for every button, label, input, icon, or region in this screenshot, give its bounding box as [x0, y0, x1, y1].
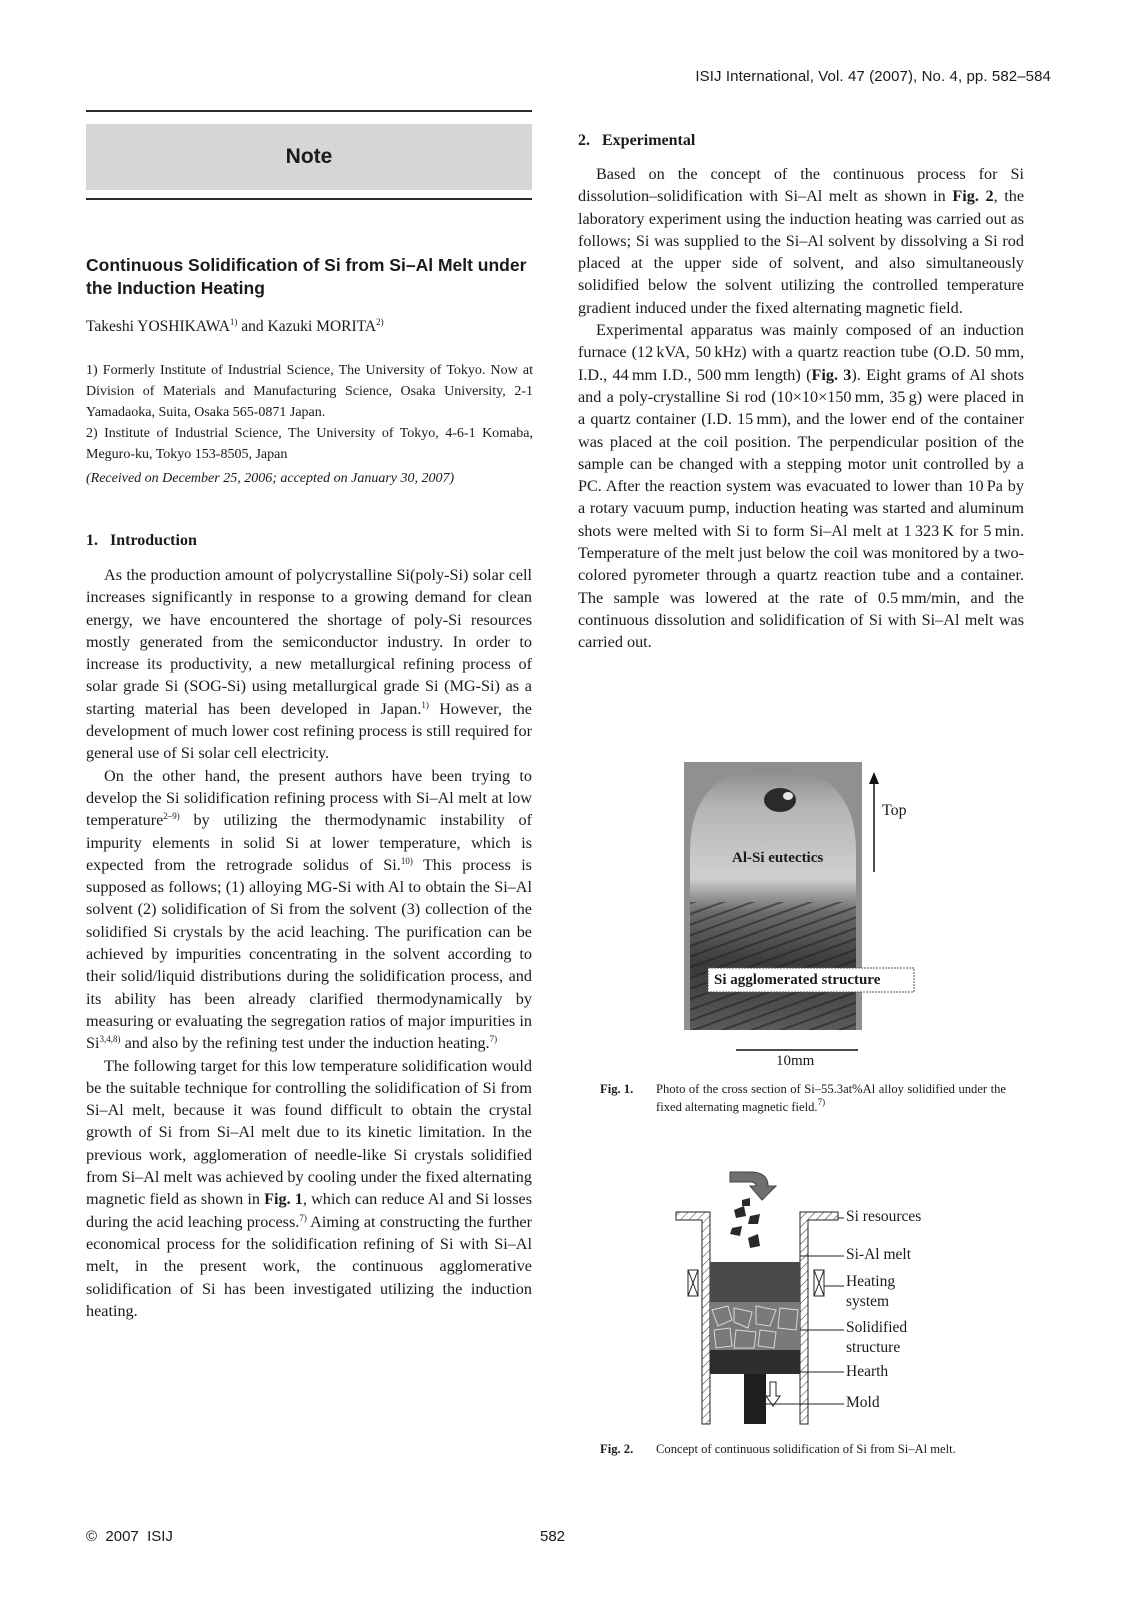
- intro-paragraph-3: The following target for this low temperature solidification would be the suitable technique for controlling the solidification of Si from Si–Al melt, because it was found difficult to obtain the crystal growth of Si from Si–Al melt due to its kinetic limitation. In the previous work, agglomeration of needle-like Si crystals solidified from Si–Al melt was achieved by cooling under the fixed alternating magnetic field as shown in Fig. 1, which can reduce Al and Si losses during the acid leaching process.$^{7)}$ Aiming at constructing the further economical process for the solidification refining of Si with Si–Al melt, in the present work, the continuous agglomerative solidification of Si has been investigated utilizing the induction heating.: [86, 1056, 533, 1320]
- label-hearth: Hearth: [846, 1363, 889, 1380]
- author-1: Takeshi YOSHIKAWA: [86, 318, 230, 335]
- fig-1-reference[interactable]: Fig. 1: [264, 1190, 303, 1209]
- page-number: 582: [540, 1528, 566, 1545]
- agglomerated-label: Si agglomerated structure: [714, 972, 881, 988]
- intro-paragraph-1: As the production amount of polycrystalline Si(poly-Si) solar cell increases significantly in response to a growing demand for clean energy, we have encountered the shortage of poly-Si resources mostly generated from the semiconductor industry. In order to increase its productivity, a new metallurgical refining process of solar grade Si (SOG-Si) using metallurgical grade Si (MG-Si) as a starting material has been developed in Japan.$^{1)}$ However, the development of much lower cost refining process is still required for general use of Si solar cell electricity.: [86, 566, 532, 763]
- intro-paragraph-2: On the other hand, the present authors have been trying to develop the Si solidification refining process with Si–Al melt at low temperature$^{2-9)}$ by utilizing the thermodynamic instability of impurity elements in solid Si at lower temperature, which is expected from the retrograde solidus of Si.$^{10)}$ This process is supposed as follows; (1) alloying MG-Si with Al to obtain the Si–Al solvent (2) solidification of Si from the solvent (3) collection of the solidified Si crystals by the acid leaching. The purification can be achieved by impurities concentrating in the solvent according to their solid/liquid distributions during the solidification process, and its ability has been already clarified thermodynamically by measuring or evaluating the segregation ratios of major impurities in Si$^{3,4,8)}$ and also by the refining test under the induction heating.$^{7)}$: [86, 766, 532, 1053]
- figure-2-schematic: [672, 1160, 972, 1430]
- authors-conjunction: and: [237, 318, 268, 335]
- experimental-paragraph-2: Experimental apparatus was mainly composed of an induction furnace (12 kVA, 50 kHz) with a quartz reaction tube (O.D. 50 mm, I.D., 44 mm I.D., 500 mm length) (Fig. 3). Eight grams of Al shots and a poly-crystalline Si rod (10×10×150 mm, 35 g) were placed in a quartz container (I.D. 15 mm), and the lower end of the container was placed at the coil position. The perpendicular position of the sample can be changed with a stepping motor unit controlled by a PC. After the reaction system was evacuated to lower than 10 Pa by a rotary vacuum pump, induction heating was started and aluminum shots were melted with Si to form Si–Al melt at 1 323 K for 5 min. Temperature of the melt just below the coil was monitored by a two-colored pyrometer through a quartz reaction tube and a container. The sample was lowered at the rate of 0.5 mm/min, and the continuous dissolution and solidification of Si with Si–Al melt was carried out.: [578, 321, 1025, 652]
- label-si-al-melt: Si-Al melt: [846, 1246, 912, 1263]
- top-arrow-label: Top: [882, 802, 907, 819]
- scale-bar-label: 10mm: [776, 1053, 815, 1069]
- figure-1-caption-text: Photo of the cross section of Si–55.3at%Al alloy solidified under the fixed alternating magnetic field.: [656, 1082, 1006, 1114]
- figure-1-caption-label: Fig. 1.: [600, 1082, 634, 1096]
- affiliations: [86, 360, 533, 465]
- eutectic-label: Al-Si eutectics: [732, 850, 824, 866]
- figure-1-caption: Fig. 1. Photo of the cross section of Si–55.3at%Al alloy solidified under the fixed alternating magnetic field.$^{7)}$: [600, 1082, 1006, 1114]
- fig-2-reference[interactable]: Fig. 2: [952, 187, 994, 206]
- article-title: Continuous Solidification of Si from Si–Al Melt under the Induction Heating: [86, 255, 527, 298]
- label-mold: Mold: [846, 1394, 880, 1411]
- copyright: © 2007 ISIJ: [86, 1528, 173, 1545]
- fig-3-reference[interactable]: Fig. 3: [811, 365, 852, 384]
- note-rule: [86, 198, 532, 200]
- experimental-body: [578, 163, 1024, 654]
- figure-2-caption-text: Concept of continuous solidification of Si from Si–Al melt.: [656, 1442, 956, 1456]
- figure-1: [684, 762, 944, 1074]
- authors: [86, 318, 384, 336]
- affiliation-2: 2) Institute of Industrial Science, The University of Tokyo, 4-6-1 Komaba, Meguro-ku, Tokyo 153-8505, Japan: [86, 426, 533, 462]
- intro-body: [86, 564, 532, 1322]
- author-1-affil-ref: 1): [229, 317, 238, 327]
- author-2-affil-ref: 2): [376, 317, 384, 327]
- received-line: (Received on December 25, 2006; accepted on January 30, 2007): [86, 471, 455, 486]
- top-rule: [86, 110, 532, 112]
- experimental-paragraph-1: Based on the concept of the continuous process for Si dissolution–solidification with Si–Al melt as shown in Fig. 2, the laboratory experiment using the induction heating was carried out as follows; Si was supplied to the Si–Al solvent by dissolving a Si rod placed at the upper side of solvent, and also simultaneously solidified below the solvent utilizing the controlled temperature gradient induced under the fixed alternating magnetic field.: [578, 165, 1025, 317]
- note-banner: Note: [86, 124, 532, 190]
- label-solidified-structure: Solidified structure: [846, 1319, 908, 1356]
- figure-2-caption-label: Fig. 2.: [600, 1442, 634, 1456]
- figure-2-caption: [600, 1440, 1010, 1480]
- label-heating-system: Heating system: [846, 1273, 896, 1310]
- affiliation-1: 1) Formerly Institute of Industrial Science, The University of Tokyo. Now at Division of Materials and Manufacturing Science, Osaka University, 2-1 Yamadaoka, Suita, Osaka 565-0871 Japan.: [86, 363, 533, 420]
- journal-header: ISIJ International, Vol. 47 (2007), No. 4, pp. 582–584: [695, 68, 1051, 85]
- experimental-heading: 2. Experimental: [578, 132, 696, 149]
- author-2: Kazuki MORITA: [267, 318, 377, 335]
- figure-2: [672, 1160, 972, 1430]
- intro-heading: 1. Introduction: [86, 532, 197, 549]
- label-si-resources: Si resources: [846, 1208, 922, 1225]
